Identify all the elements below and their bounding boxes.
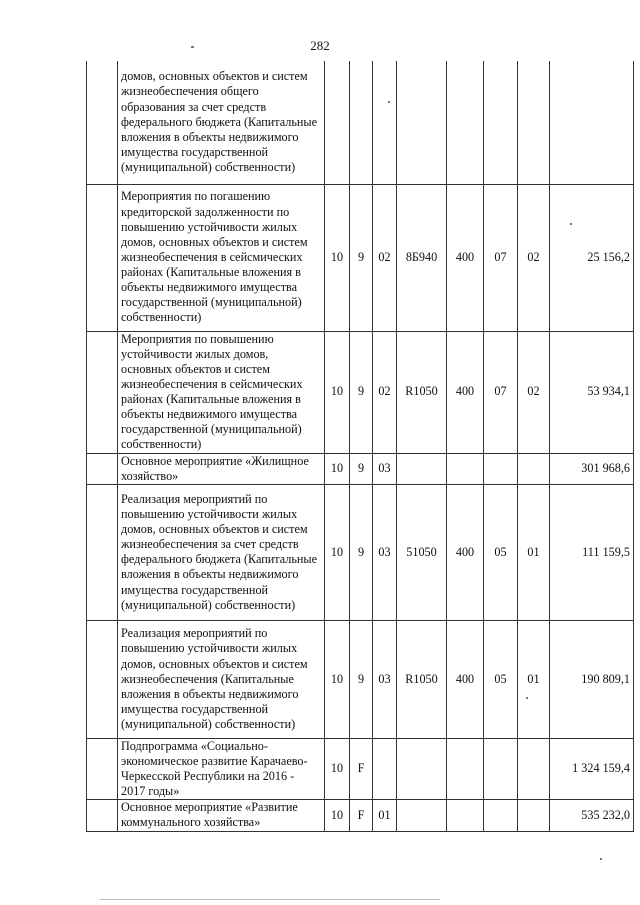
code-subdivision: 02 [518, 331, 550, 453]
row-number-cell [87, 331, 118, 453]
code-division: 07 [484, 331, 518, 453]
code-subdivision: 01 [518, 620, 550, 738]
table-row [87, 800, 634, 831]
code-subdivision [518, 453, 550, 484]
code-subprogram: 01 [373, 800, 397, 831]
row-description: домов, основных объектов и систем жизнеобеспечения общего образования за счет средств федерального бюджета (Капитальные вложения в объекты недвижимого имущества государственной (муниципальной) собственности) [118, 61, 325, 184]
row-description: Мероприятия по повышению устойчивости жилых домов, основных объектов и систем жизнеобеспечения в сейсмических районах (Капитальные вложения в объекты недвижимого имущества государственной (муниципальной) собственности) [118, 331, 325, 453]
code-expense-type: 400 [447, 331, 484, 453]
code-program: F [350, 738, 373, 800]
row-amount: 25 156,2 [550, 184, 634, 331]
row-description: Подпрограмма «Социально-экономическое развитие Карачаево-Черкесской Республики на 2016 - 2017 годы» [118, 738, 325, 800]
row-amount [550, 61, 634, 184]
row-amount: 301 968,6 [550, 453, 634, 484]
code-section: 10 [325, 800, 350, 831]
scan-speck [191, 46, 194, 48]
code-division: 05 [484, 620, 518, 738]
table-row [87, 61, 634, 184]
row-amount: 535 232,0 [550, 800, 634, 831]
code-direction [397, 453, 447, 484]
row-number-cell [87, 800, 118, 831]
row-number-cell [87, 61, 118, 184]
code-subprogram: 02 [373, 184, 397, 331]
row-amount: 111 159,5 [550, 484, 634, 620]
code-subdivision: 02 [518, 184, 550, 331]
row-amount: 1 324 159,4 [550, 738, 634, 800]
code-program: F [350, 800, 373, 831]
row-number-cell [87, 620, 118, 738]
row-number-cell [87, 484, 118, 620]
row-amount: 190 809,1 [550, 620, 634, 738]
code-section: 10 [325, 453, 350, 484]
code-subprogram: 03 [373, 453, 397, 484]
code-section [325, 61, 350, 184]
code-subdivision [518, 738, 550, 800]
code-division: 05 [484, 484, 518, 620]
row-description: Реализация мероприятий по повышению устойчивости жилых домов, основных объектов и систем жизнеобеспечения (Капитальные вложения в объекты недвижимого имущества государственной (муниципальной) собственности) [118, 620, 325, 738]
code-direction: R1050 [397, 620, 447, 738]
code-division: 07 [484, 184, 518, 331]
scan-speck [600, 858, 602, 860]
table-row [87, 620, 634, 738]
row-description: Основное мероприятие «Жилищное хозяйство» [118, 453, 325, 484]
row-number-cell [87, 738, 118, 800]
code-section: 10 [325, 738, 350, 800]
code-expense-type: 400 [447, 484, 484, 620]
code-division [484, 800, 518, 831]
code-subprogram: 02 [373, 331, 397, 453]
scan-edge-line [100, 899, 440, 900]
code-direction [397, 738, 447, 800]
code-expense-type [447, 61, 484, 184]
code-program: 9 [350, 331, 373, 453]
row-amount: 53 934,1 [550, 331, 634, 453]
code-section: 10 [325, 620, 350, 738]
code-direction [397, 800, 447, 831]
code-subprogram [373, 61, 397, 184]
table-row [87, 453, 634, 484]
code-direction: 8Б940 [397, 184, 447, 331]
code-subprogram [373, 738, 397, 800]
code-section: 10 [325, 331, 350, 453]
code-program [350, 61, 373, 184]
code-subprogram: 03 [373, 620, 397, 738]
code-section: 10 [325, 184, 350, 331]
code-division [484, 61, 518, 184]
code-direction: 51050 [397, 484, 447, 620]
row-description: Реализация мероприятий по повышению устойчивости жилых домов, основных объектов и систем жизнеобеспечения за счет средств федерального бюджета (Капитальные вложения в объекты недвижимого имущества государственной (муниципальной) собственности) [118, 484, 325, 620]
code-subdivision [518, 61, 550, 184]
row-description: Мероприятия по погашению кредиторской задолженности по повышению устойчивости жилых домов, основных объектов и систем жизнеобеспечения в сейсмических районах (Капитальные вложения в объекты недвижимого имущества государственной (муниципальной) собственности) [118, 184, 325, 331]
code-expense-type: 400 [447, 184, 484, 331]
code-program: 9 [350, 620, 373, 738]
table-row [87, 484, 634, 620]
code-expense-type [447, 800, 484, 831]
code-division [484, 738, 518, 800]
code-program: 9 [350, 453, 373, 484]
code-subdivision [518, 800, 550, 831]
budget-table [86, 61, 634, 832]
code-expense-type [447, 738, 484, 800]
code-division [484, 453, 518, 484]
code-expense-type [447, 453, 484, 484]
code-subprogram: 03 [373, 484, 397, 620]
table-row [87, 738, 634, 800]
table-row [87, 184, 634, 331]
code-program: 9 [350, 184, 373, 331]
row-description: Основное мероприятие «Развитие коммунального хозяйства» [118, 800, 325, 831]
code-expense-type: 400 [447, 620, 484, 738]
code-direction: R1050 [397, 331, 447, 453]
code-subdivision: 01 [518, 484, 550, 620]
row-number-cell [87, 453, 118, 484]
row-number-cell [87, 184, 118, 331]
table-row [87, 331, 634, 453]
page-number: 282 [310, 38, 330, 53]
code-section: 10 [325, 484, 350, 620]
code-program: 9 [350, 484, 373, 620]
code-direction [397, 61, 447, 184]
